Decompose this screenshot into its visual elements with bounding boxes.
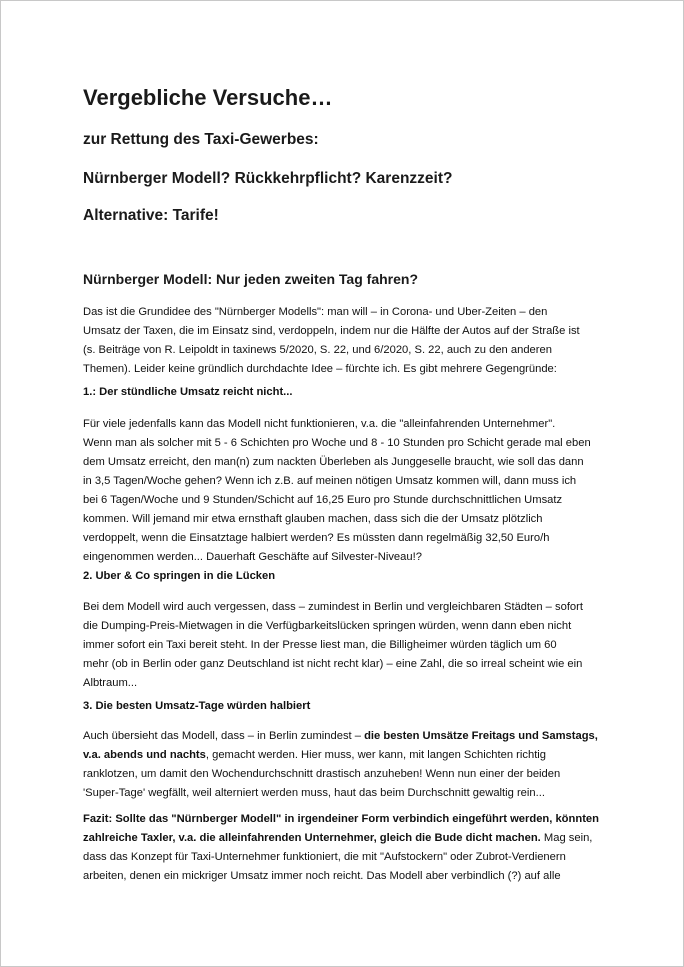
text-line: verdoppelt, wenn die Einsatztage halbiert werden? Es müssten dann regelmäßig 32,50 Euro/h	[83, 532, 550, 544]
text-line: Für viele jedenfalls kann das Modell nicht funktionieren, v.a. die "alleinfahrenden Unternehmer".	[83, 418, 556, 430]
subtitle-rettung: zur Rettung des Taxi-Gewerbes:	[83, 131, 319, 148]
subtitle-modelle: Nürnberger Modell? Rückkehrpflicht? Karenzzeit?	[83, 170, 453, 187]
emphasis-text: zahlreiche Taxler, v.a. die alleinfahrenden Unternehmer, gleich die Bude dicht machen.	[83, 832, 541, 844]
text-line: (s. Beiträge von R. Leipoldt in taxinews 5/2020, S. 22, und 6/2020, S. 22, auch zu den anderen	[83, 344, 552, 356]
text-line: immer sofort ein Taxi bereit steht. In der Presse liest man, die Billigheimer würden täglich um 60	[83, 639, 557, 651]
text-line: in 3,5 Tagen/Woche gehen? Wenn ich z.B. auf meinen nötigen Umsatz kommen will, dann muss ich	[83, 475, 577, 487]
text-run: , gemacht werden. Hier muss, wer kann, mit langen Schichten richtig	[205, 749, 547, 761]
text-line: mehr (ob in Berlin oder ganz Deutschland ist nicht recht klar) – eine Zahl, die so irreal scheint wie ein	[83, 658, 583, 670]
point1-paragraph	[83, 415, 613, 567]
text-line: Wenn man als solcher mit 5 - 6 Schichten pro Woche und 8 - 10 Stunden pro Schicht gerade mal eben	[83, 437, 591, 449]
text-line: 'Super-Tage' wegfällt, weil alterniert werden muss, haut das beim Durchschnitt gewaltig rein...	[83, 787, 545, 799]
text-line: Bei dem Modell wird auch vergessen, dass – zumindest in Berlin und vergleichbaren Städten – sofort	[83, 601, 583, 613]
point2-paragraph	[83, 598, 613, 693]
text-line	[83, 746, 613, 765]
text-line: Themen). Leider keine gründlich durchdachte Idee – fürchte ich. Es gibt mehrere Gegengründe:	[83, 363, 557, 375]
text-line	[83, 727, 613, 746]
text-run: Auch übersieht das Modell, dass – in Berlin zumindest –	[83, 730, 365, 742]
text-line: kommen. Will jemand mir etwa ernsthaft glauben machen, dass sich die der Umsatz plötzlich	[83, 513, 543, 525]
text-line: bei 6 Tagen/Woche und 9 Stunden/Schicht auf 16,25 Euro pro Stunde durchschnittlichen Umsatz	[83, 494, 563, 506]
point3-paragraph	[83, 727, 613, 803]
fazit-paragraph	[83, 810, 613, 886]
section-heading: Nürnberger Modell: Nur jeden zweiten Tag fahren?	[83, 271, 418, 287]
text-line: dem Umsatz erreicht, den man(n) zum nackten Überleben als Junggeselle braucht, wie soll das dann	[83, 456, 584, 468]
text-line: Umsatz der Taxen, die im Einsatz sind, verdoppeln, indem nur die Hälfte der Autos auf der Straße ist	[83, 325, 580, 337]
text-line	[83, 829, 613, 848]
text-line: Albtraum...	[83, 677, 138, 689]
text-line: eingenommen werden... Dauerhaft Geschäfte auf Silvester-Niveau!?	[83, 551, 422, 563]
point3-heading: 3. Die besten Umsatz-Tage würden halbiert	[83, 700, 311, 712]
document-title: Vergebliche Versuche…	[83, 85, 333, 110]
text-line: ranklotzen, um damit den Wochendurchschnitt drastisch anzuheben! Wenn nun einer der beiden	[83, 768, 561, 780]
text-line: die Dumping-Preis-Mietwagen in die Verfügbarkeitslücken springen würden, wenn dann eben nicht	[83, 620, 572, 632]
emphasis-text: v.a. abends und nachts	[83, 749, 206, 761]
subtitle-alternative: Alternative: Tarife!	[83, 207, 219, 224]
text-line: Fazit: Sollte das "Nürnberger Modell" in irgendeiner Form verbindich eingeführt werden, könnten	[83, 813, 599, 825]
text-line: Das ist die Grundidee des "Nürnberger Modells": man will – in Corona- und Uber-Zeiten – den	[83, 306, 548, 318]
text-line: arbeiten, denen ein mickriger Umsatz immer noch reicht. Das Modell aber verbindlich (?) auf alle	[83, 870, 561, 882]
intro-paragraph	[83, 303, 613, 379]
point1-heading: 1.: Der stündliche Umsatz reicht nicht...	[83, 386, 293, 398]
text-line: dass das Konzept für Taxi-Unternehmer funktioniert, die mit "Aufstockern" oder Zubrot-Verdienern	[83, 851, 566, 863]
text-run: Mag sein,	[540, 832, 593, 844]
point2-heading: 2. Uber & Co springen in die Lücken	[83, 570, 276, 582]
emphasis-text: die besten Umsätze Freitags und Samstags,	[364, 730, 598, 742]
